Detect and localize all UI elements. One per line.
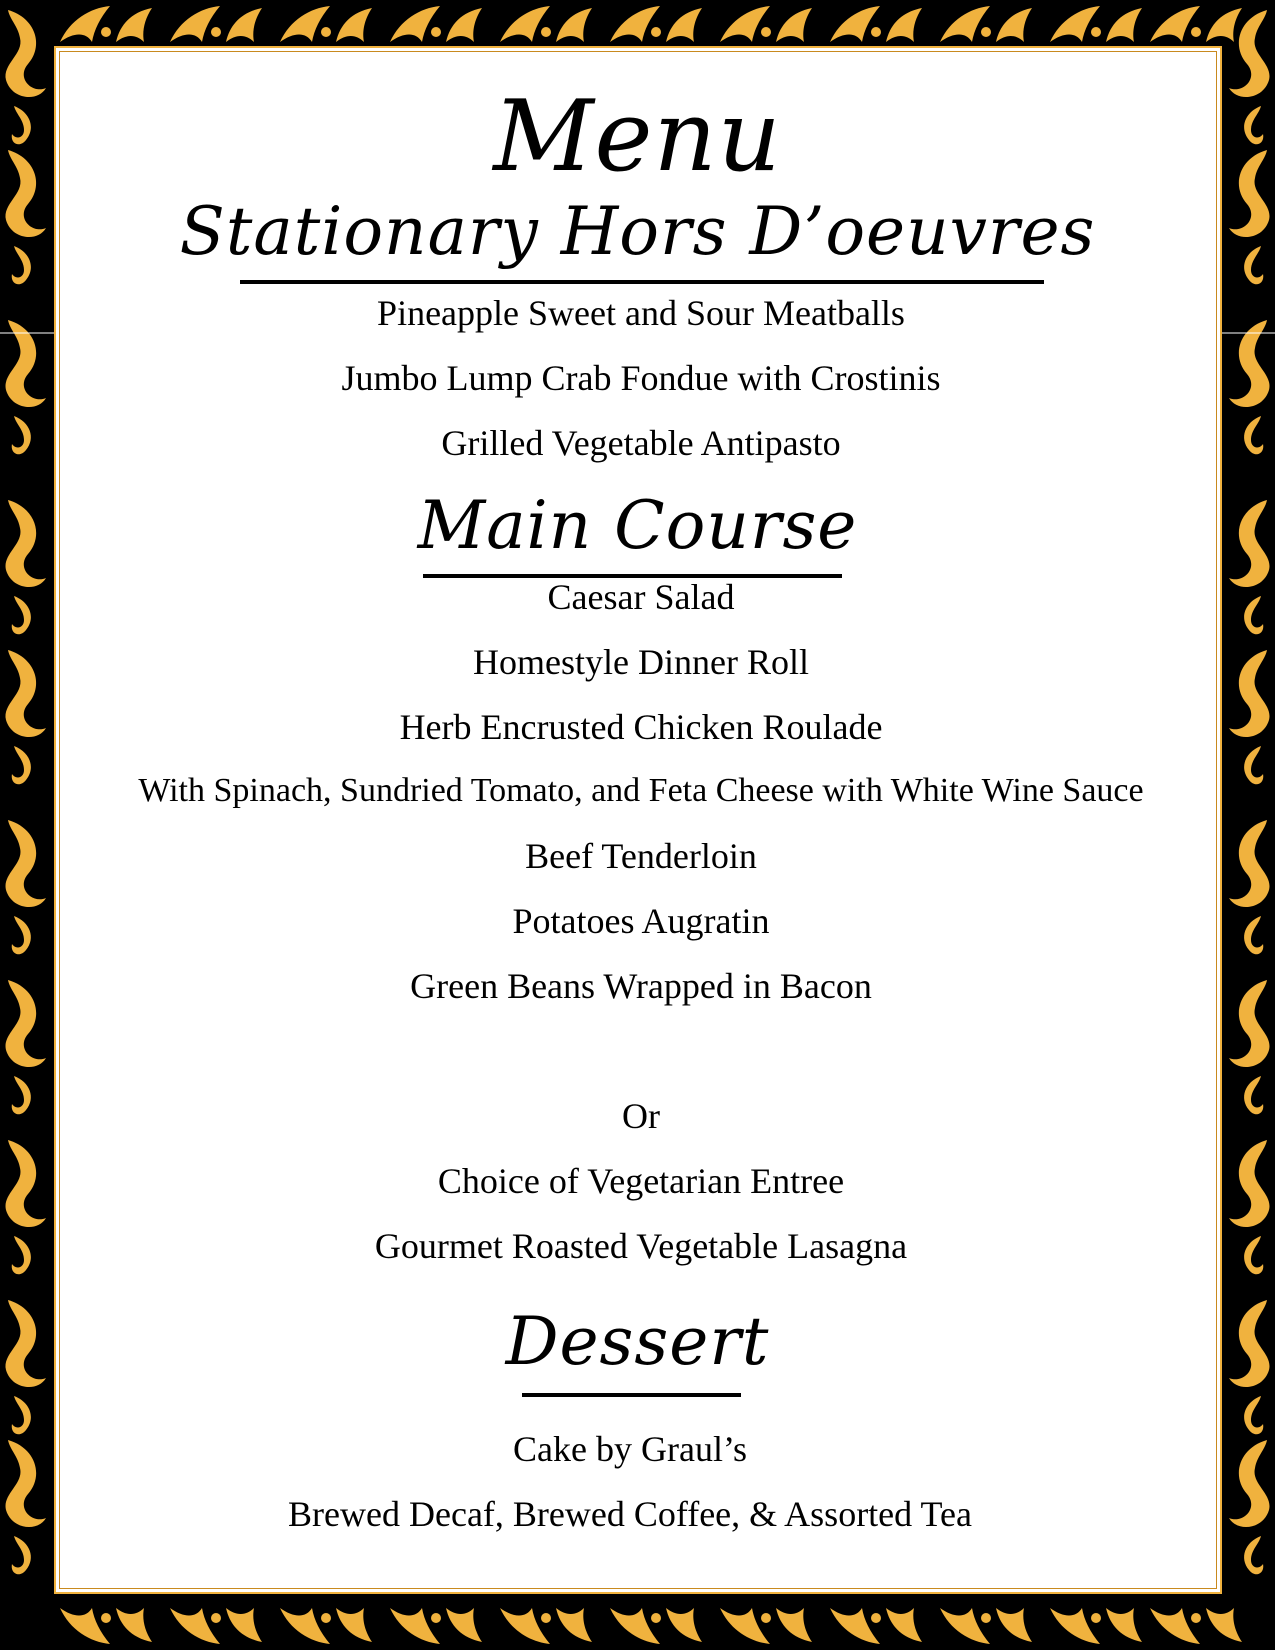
menu-item: Choice of Vegetarian Entree	[437, 1161, 845, 1201]
menu-item: Jumbo Lump Crab Fondue with Crostinis	[341, 358, 941, 398]
menu-item-or: Or	[622, 1096, 660, 1136]
menu-item: With Spinach, Sundried Tomato, and Feta Cheese with White Wine Sauce	[138, 772, 1144, 809]
menu-item: Cake by Graul’s	[513, 1429, 747, 1469]
menu-item: Grilled Vegetable Antipasto	[441, 423, 841, 463]
section-underline	[240, 280, 1044, 284]
menu-item: Beef Tenderloin	[525, 836, 757, 876]
menu-item: Brewed Decaf, Brewed Coffee, & Assorted Tea	[288, 1494, 972, 1534]
section-heading-main-course: Main Course	[417, 487, 858, 564]
menu-item: Potatoes Augratin	[512, 901, 770, 941]
menu-item: Homestyle Dinner Roll	[473, 642, 809, 682]
section-heading-hors-doeuvres: Stationary Hors D’oeuvres	[179, 193, 1096, 270]
menu-item: Green Beans Wrapped in Bacon	[410, 966, 872, 1006]
menu-item: Gourmet Roasted Vegetable Lasagna	[374, 1226, 908, 1266]
section-underline	[522, 1393, 741, 1397]
menu-item: Pineapple Sweet and Sour Meatballs	[377, 293, 905, 333]
menu-title: Menu	[493, 80, 782, 194]
menu-item: Caesar Salad	[547, 577, 735, 617]
section-heading-dessert: Dessert	[505, 1303, 770, 1380]
menu-item: Herb Encrusted Chicken Roulade	[399, 707, 883, 747]
